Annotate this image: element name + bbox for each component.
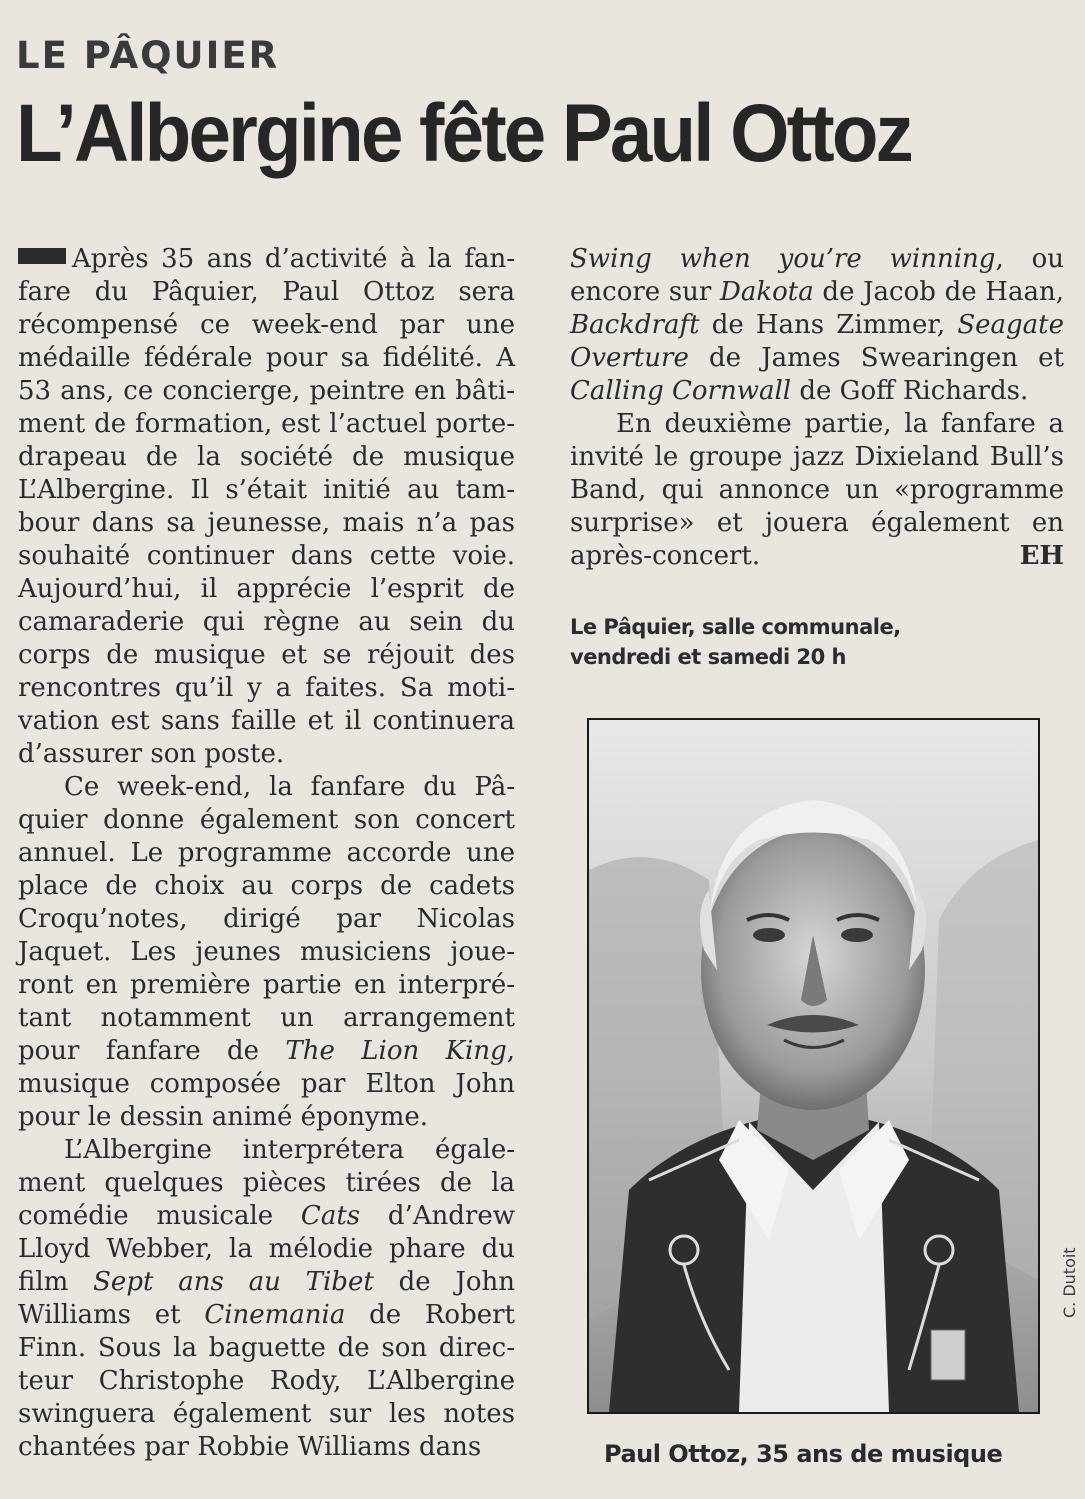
portrait-illustration — [589, 720, 1038, 1412]
paragraph-marker-icon — [18, 248, 66, 264]
body-text: Ce week-end, la fanfare du Pâquier donne également son concert annuel. Le programme accorde une place de choix au corps de cadets Croqu’notes, dirigé par Nicolas Jaquet. Les jeunes musiciens joueront en première partie en interprétant notamment un arrangement pour fanfare de — [18, 772, 515, 1066]
article-kicker: LE PÂQUIER — [16, 34, 280, 77]
body-paragraph-5 — [570, 408, 1064, 573]
body-paragraph-3 — [18, 1134, 515, 1464]
author-signoff: EH — [1019, 541, 1064, 571]
work-title: Cinemania — [204, 1300, 346, 1330]
work-title: Calling Cornwall — [570, 376, 792, 406]
body-text: , musique composée par Elton John pour le dessin animé éponyme. — [18, 1036, 515, 1132]
body-text: de John Williams et — [18, 1267, 515, 1330]
body-paragraph-1 — [18, 243, 515, 771]
body-text: de Goff Richards. — [791, 376, 1029, 406]
event-time: vendredi et samedi 20 h — [570, 645, 846, 669]
body-text: de Hans Zimmer, — [699, 310, 958, 340]
photo-caption: Paul Ottoz, 35 ans de musique — [604, 1440, 1003, 1468]
body-text: L’Albergine interprétera également quelques pièces tirées de la comédie musicale — [18, 1135, 515, 1231]
work-title: Sept ans au Tibet — [93, 1267, 374, 1297]
portrait-photo — [587, 718, 1040, 1414]
photo-credit: C. Dutoit — [1060, 1247, 1079, 1318]
body-text: de Robert Finn. Sous la baguette de son directeur Christophe Rody, L’Albergine swinguera également sur les notes chantées par Robbie Williams dans — [18, 1300, 515, 1462]
work-title: Cats — [300, 1201, 361, 1231]
body-text: de James Swearingen et — [688, 343, 1064, 373]
body-text: de Jacob de Haan, — [813, 277, 1064, 307]
work-title: Dakota — [720, 277, 814, 307]
body-text: d’Andrew Lloyd Webber, la mélodie phare du film — [18, 1201, 515, 1297]
work-title: The Lion King — [285, 1036, 507, 1066]
article-body-right-column — [570, 243, 1064, 573]
body-text: , ou encore sur — [570, 244, 1064, 307]
body-paragraph-4 — [570, 243, 1064, 408]
body-paragraph-2 — [18, 771, 515, 1134]
event-info — [570, 612, 901, 672]
work-title: Seagate Overture — [570, 310, 1064, 373]
event-venue: Le Pâquier, salle communale, — [570, 615, 901, 639]
work-title: Backdraft — [570, 310, 700, 340]
work-title: Swing when you’re winning — [570, 244, 996, 274]
article-body-left-column — [18, 243, 515, 1464]
body-text: En deuxième partie, la fanfare a invité le groupe jazz Dixieland Bull’s Band, qui annonce un «programme surprise» et jouera également en après-concert. — [570, 409, 1064, 571]
article-headline: L’Albergine fête Paul Ottoz — [16, 88, 911, 179]
body-paragraph-1-text: Après 35 ans d’activité à la fanfare du Pâquier, Paul Ottoz sera récompensé ce week-end par une médaille fédérale pour sa fidélité. A 53 ans, ce concierge, peintre en bâtiment de formation, est l’actuel porte-drapeau de la société de musique L’Albergine. Il s’était initié au tambour dans sa jeunesse, mais n’a pas souhaité continuer dans cette voie. Aujourd’hui, il apprécie l’esprit de camaraderie qui règne au sein du corps de musique et se réjouit des rencontres qu’il y a faites. Sa motivation est sans faille et il continuera d’assurer son poste. — [18, 244, 515, 769]
